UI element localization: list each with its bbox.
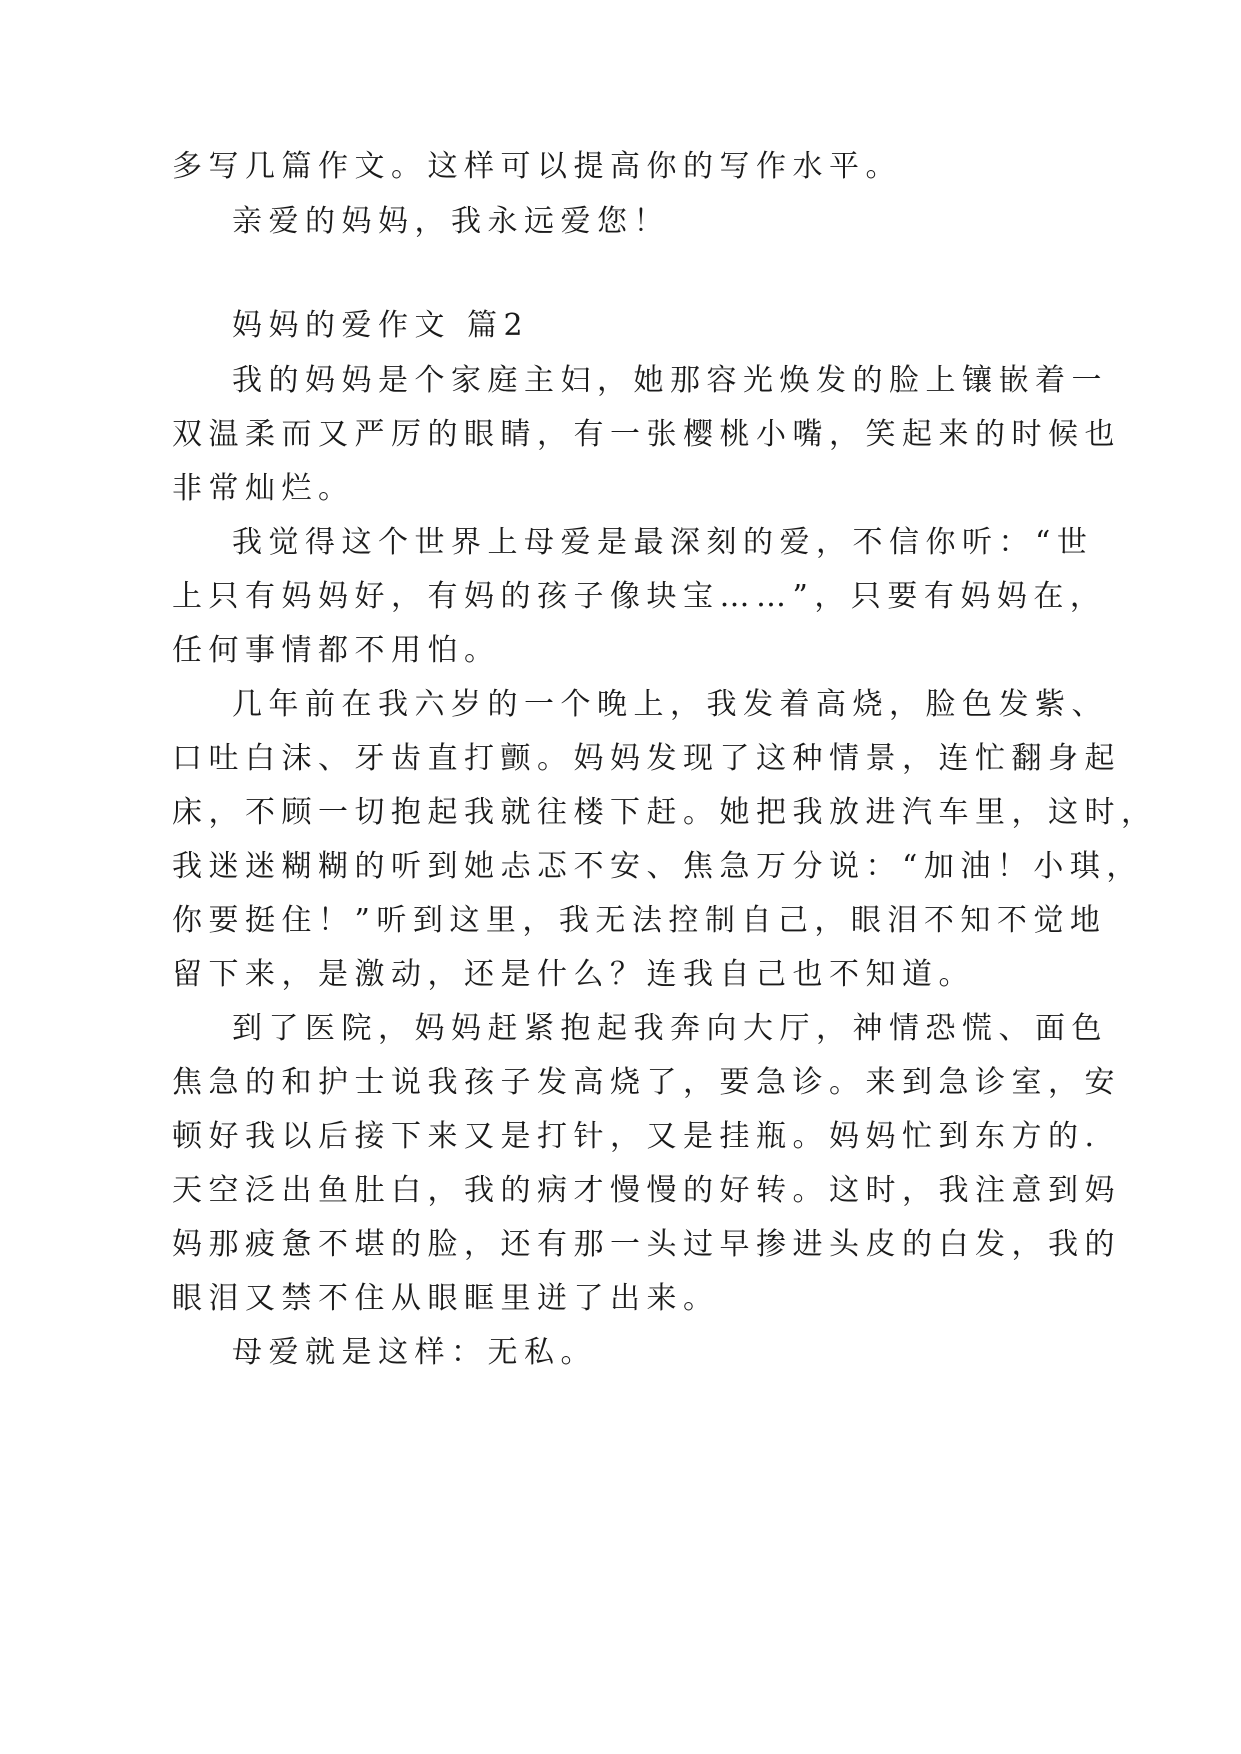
- paragraph-line: 任何事情都不用怕。: [172, 633, 501, 668]
- paragraph-line: 非常灿烂。: [172, 471, 355, 506]
- paragraph-line: 双温柔而又严厉的眼睛，有一张樱桃小嘴，笑起来的时候也: [172, 417, 1121, 452]
- paragraph-line: 亲爱的妈妈，我永远爱您！: [232, 204, 670, 239]
- paragraph-line: 天空泛出鱼肚白，我的病才慢慢的好转。这时，我注意到妈: [172, 1173, 1121, 1208]
- paragraph-line: 上只有妈妈好，有妈的孩子像块宝……”，只要有妈妈在，: [172, 579, 1107, 614]
- section-heading: 妈妈的爱作文 篇2: [232, 308, 530, 343]
- paragraph-line: 留下来，是激动，还是什么？连我自己也不知道。: [172, 957, 975, 992]
- paragraph-line: 顿好我以后接下来又是打针，又是挂瓶。妈妈忙到东方的.: [172, 1119, 1101, 1154]
- paragraph-line: 眼泪又禁不住从眼眶里迸了出来。: [172, 1281, 720, 1316]
- paragraph-line: 我迷迷糊糊的听到她忐忑不安、焦急万分说：“加油！小琪，: [172, 849, 1143, 884]
- paragraph-line: 床，不顾一切抱起我就往楼下赶。她把我放进汽车里，这时，: [172, 795, 1158, 830]
- paragraph-line: 我的妈妈是个家庭主妇，她那容光焕发的脸上镶嵌着一: [232, 363, 1108, 398]
- paragraph-line: 口吐白沫、牙齿直打颤。妈妈发现了这种情景，连忙翻身起: [172, 741, 1121, 776]
- paragraph-line: 到了医院，妈妈赶紧抱起我奔向大厅，神情恐慌、面色: [232, 1011, 1108, 1046]
- paragraph-line: 几年前在我六岁的一个晚上，我发着高烧，脸色发紫、: [232, 687, 1108, 722]
- paragraph-line: 我觉得这个世界上母爱是最深刻的爱，不信你听：“世: [232, 525, 1094, 560]
- paragraph-line: 多写几篇作文。这样可以提高你的写作水平。: [172, 149, 902, 184]
- paragraph-line: 焦急的和护士说我孩子发高烧了，要急诊。来到急诊室，安: [172, 1065, 1121, 1100]
- paragraph-line: 母爱就是这样：无私。: [232, 1335, 597, 1370]
- paragraph-line: 妈那疲惫不堪的脸，还有那一头过早掺进头皮的白发，我的: [172, 1227, 1121, 1262]
- paragraph-line: 你要挺住！”听到这里，我无法控制自己，眼泪不知不觉地: [172, 903, 1107, 938]
